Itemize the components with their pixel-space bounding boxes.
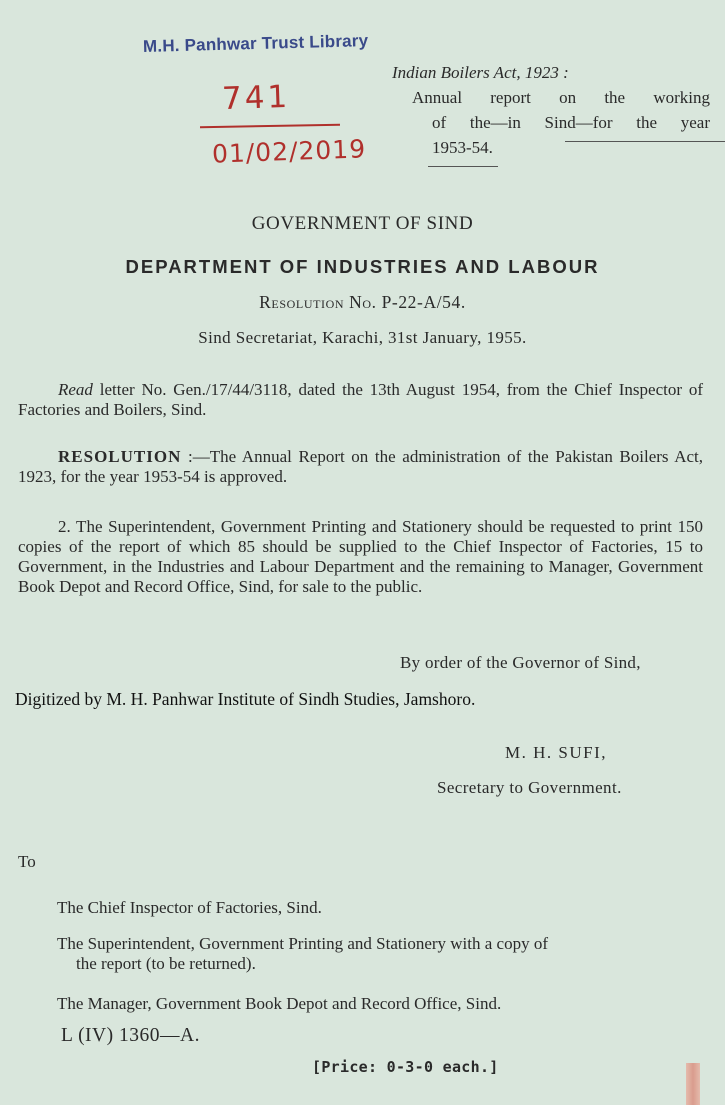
handwritten-date: 01/02/2019 [211,134,367,169]
signatory-designation: Secretary to Government. [437,778,622,797]
signatory-name: M. H. SUFI, [505,743,607,762]
handwritten-accession-number: 741 [221,78,291,118]
government-title: GOVERNMENT OF SIND [251,213,474,234]
read-paragraph [18,380,703,420]
resolution-label: RESOLUTION [58,447,182,466]
recipient-text: The Manager, Government Book Depot and Record Office, Sind. [57,994,502,1013]
page-edge-mark [686,1063,700,1105]
header-note [392,60,710,160]
by-order-line: By order of the Governor of Sind, [400,653,641,672]
header-rule-short [428,166,498,167]
resolution-paragraph [18,447,703,487]
header-note-line: Indian Boilers Act, 1923 : [392,63,569,82]
header-note-line: of the—in Sind—for the year [432,113,710,132]
recipient-text: The Superintendent, Government Printing and Stationery with a copy of [57,934,549,953]
header-note-line: 1953-54. [432,138,493,157]
digitized-notice: Digitized by M. H. Panhwar Institute of Sindh Studies, Jamshoro. [15,689,476,709]
recipient-text: The Chief Inspector of Factories, Sind. [57,898,322,917]
resolution-text: :—The Annual Report on the administration of the Pakistan Boilers Act, 1923, for the year 1953-54 is approved. [18,447,703,486]
price-stamp: [Price: 0-3-0 each.] [312,1058,499,1076]
to-label: To [18,852,36,871]
recipient-item [57,934,702,974]
paragraph-two-text: 2. The Superintendent, Government Printing and Stationery should be requested to print 150 copies of the report of which 85 should be supplied to the Chief Inspector of Factories, 15 to Government, in the Industries and Labour Department and the remaining to Manager, Government Book Depot and Record Office, Sind, for sale to the public. [18,517,703,596]
read-label: Read [58,380,93,399]
recipient-text-continued: the report (to be returned). [76,954,256,973]
department-title: DEPARTMENT OF INDUSTRIES AND LABOUR [125,256,600,277]
header-note-line: Annual report on the working [412,88,710,107]
recipient-item [57,898,702,918]
place-and-date: Sind Secretariat, Karachi, 31st January, 1955. [198,328,527,347]
print-code: L (IV) 1360—A. [61,1025,200,1046]
header-rule [565,141,725,142]
library-stamp: M.H. Panhwar Trust Library [142,31,369,56]
read-text: letter No. Gen./17/44/3118, dated the 13th August 1954, from the Chief Inspector of Factories and Boilers, Sind. [18,380,703,419]
recipient-item [57,994,702,1014]
paragraph-two [18,517,703,597]
resolution-number: Resolution No. P-22-A/54. [259,292,466,312]
handwritten-divider [200,124,340,128]
